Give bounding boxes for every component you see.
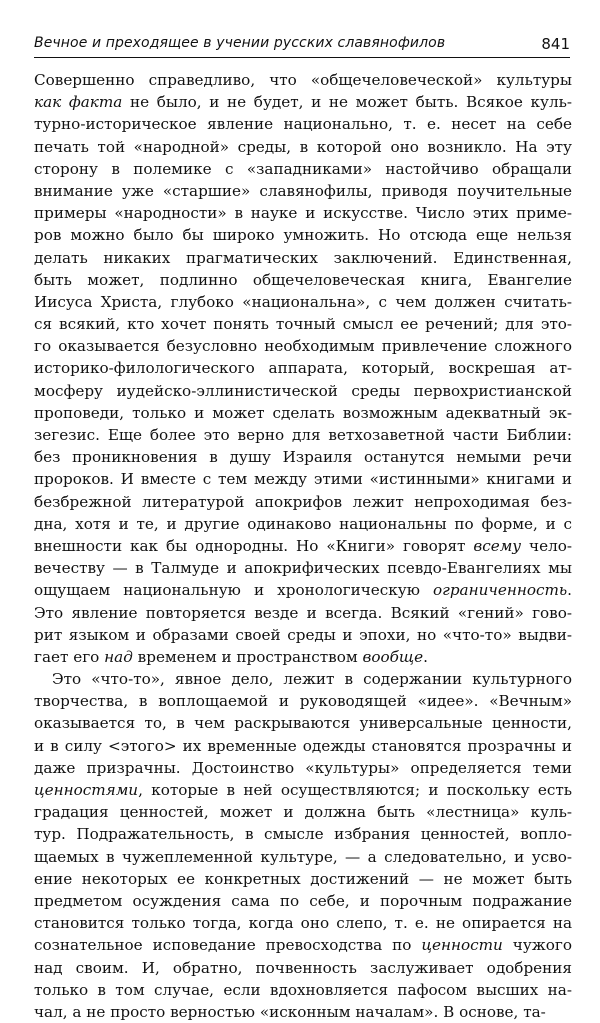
italic-text: всему	[473, 536, 522, 555]
text-line	[34, 624, 572, 646]
text-line	[34, 1001, 572, 1023]
text-span: Совершенно справедливо, что «общечеловеческой» культуры	[34, 71, 572, 89]
text-span: зегезис. Еще более это верно для ветхозаветной части Библии:	[34, 426, 572, 444]
text-line	[34, 912, 572, 934]
text-span: Иисуса Христа, глубоко «национальна», с чем должен считать-	[34, 292, 572, 311]
text-span: без проникновения в душу Израиля останутся немыми речи	[34, 448, 572, 467]
text-line	[34, 491, 572, 513]
text-line	[34, 846, 572, 868]
text-line	[34, 712, 572, 734]
text-line	[34, 357, 572, 379]
text-line	[34, 91, 572, 113]
text-span: не было, и не будет, и не может быть. Всякое куль-	[122, 93, 572, 112]
text-line	[34, 690, 572, 712]
text-line	[34, 247, 572, 269]
text-line	[34, 69, 572, 91]
text-span: ся всякий, кто хочет понять точный смысл ее речений; для это-	[34, 315, 572, 334]
text-span: безбрежной литературой апокрифов лежит непроходимая без-	[34, 492, 572, 511]
text-line	[34, 136, 572, 158]
text-span: , которые в ней осуществляются; и поскольку есть	[138, 781, 572, 799]
text-line	[34, 779, 572, 801]
italic-text: ограниченность	[433, 581, 568, 600]
text-span: щаемых в чужеплеменной культуре, — а следовательно, и усво-	[34, 847, 572, 866]
text-line	[34, 402, 572, 424]
text-span: делать никаких прагматических заключений. Единственная,	[34, 248, 572, 267]
text-line	[34, 735, 572, 757]
text-span: чал, а не просто верностью «исконным началам». В основе, та-	[34, 1002, 546, 1021]
text-line	[34, 890, 572, 912]
running-header	[34, 33, 570, 58]
body-text	[34, 69, 572, 1023]
text-span: проповеди, только и может сделать возможным адекватный эк-	[34, 403, 572, 422]
italic-text: над	[104, 647, 133, 666]
text-line	[34, 979, 572, 1001]
text-span: рит языком и образами своей среды и эпохи, но «что-то» выдви-	[34, 625, 572, 644]
text-line	[34, 313, 572, 335]
text-span: пророков. И вместе с тем между этими «истинными» книгами и	[34, 470, 572, 489]
text-line	[34, 868, 572, 890]
text-line	[34, 269, 572, 291]
text-span: предметом осуждения сама по себе, и порочным подражание	[34, 891, 572, 910]
text-line	[34, 113, 572, 135]
text-span: внимание уже «старшие» славянофилы, приводя поучительные	[34, 181, 572, 200]
text-span: над своим. И, обратно, почвенность заслуживает одобрения	[34, 958, 572, 977]
text-line	[34, 158, 572, 180]
text-span: ение некоторых ее конкретных достижений — не может быть	[34, 869, 572, 888]
italic-text: ценностями	[34, 781, 139, 799]
text-span: гает его	[34, 647, 105, 666]
italic-text: как факта	[34, 93, 123, 112]
italic-text: вообще	[362, 647, 424, 666]
text-span: тур. Подражательность, в смысле избрания ценностей, вопло-	[34, 825, 572, 844]
text-span: мосферу иудейско-эллинистической среды первохристианской	[34, 381, 572, 400]
text-span: градация ценностей, может и должна быть «лестница» куль-	[34, 803, 572, 822]
text-line	[34, 957, 572, 979]
text-line	[34, 668, 572, 690]
text-span: оказывается то, в чем раскрываются универсальные ценности,	[34, 714, 572, 733]
text-line	[34, 180, 572, 202]
text-span: чужого	[502, 936, 572, 955]
text-span: вечеству — в Талмуде и апокрифических псевдо-Евангелиях мы	[34, 559, 572, 578]
text-line	[34, 602, 572, 624]
text-span: дна, хотя и те, и другие одинаково национальны по форме, и с	[34, 514, 572, 533]
text-line	[34, 557, 572, 579]
text-span: печать той «народной» среды, в которой оно возникло. На эту	[34, 137, 572, 156]
running-title: Вечное и преходящее в учении русских славянофилов	[34, 35, 446, 51]
text-line	[34, 513, 572, 535]
text-span: примеры «народности» в науке и искусстве. Число этих приме-	[34, 204, 572, 223]
paragraph	[34, 69, 572, 668]
text-line	[34, 380, 572, 402]
text-span: временем и пространством	[132, 647, 363, 666]
text-span: внешности как бы однородны. Но «Книги» говорят	[34, 536, 474, 555]
text-span: становится только тогда, когда оно слепо, т. е. не опирается на	[34, 914, 572, 933]
text-line	[34, 934, 572, 956]
text-line	[34, 335, 572, 357]
text-span: даже призрачны. Достоинство «культуры» определяется теми	[34, 758, 572, 777]
text-span: .	[567, 581, 572, 600]
text-line	[34, 224, 572, 246]
text-span: творчества, в воплощаемой и руководящей «идее». «Вечным»	[34, 692, 572, 711]
text-span: историко-филологического аппарата, который, воскрешая ат-	[34, 359, 572, 378]
text-line	[34, 291, 572, 313]
text-span: ров можно было бы широко умножить. Но отсюда еще нельзя	[34, 226, 572, 245]
text-line	[34, 535, 572, 557]
text-span: го оказывается безусловно необходимым привлечение сложного	[34, 337, 572, 356]
text-line	[34, 646, 572, 668]
text-line	[34, 579, 572, 601]
text-line	[34, 446, 572, 468]
text-line	[34, 801, 572, 823]
text-span: .	[423, 647, 428, 666]
text-line	[34, 468, 572, 490]
text-span: Это «что-то», явное дело, лежит в содержании культурного	[52, 670, 572, 689]
text-line	[34, 823, 572, 845]
text-line	[34, 424, 572, 446]
text-span: быть может, подлинно общечеловеческая книга, Евангелие	[34, 270, 572, 289]
page-number: 841	[541, 35, 570, 53]
text-span: только в том случае, если вдохновляется пафосом высших на-	[34, 980, 572, 999]
text-span: и в силу <этого> их временные одежды становятся прозрачны и	[34, 736, 572, 755]
paragraph	[34, 668, 572, 1023]
text-line	[34, 202, 572, 224]
text-span: сторону в полемике с «западниками» настойчиво обращали	[34, 159, 572, 178]
text-span: сознательное исповедание превосходства по	[34, 936, 422, 955]
italic-text: ценности	[421, 936, 503, 955]
text-span: турно-историческое явление национально, т. е. несет на себе	[34, 115, 572, 134]
text-span: ощущаем национальную и хронологическую	[34, 581, 434, 600]
text-span: чело-	[521, 536, 572, 555]
text-span: Это явление повторяется везде и всегда. Всякий «гений» гово-	[34, 603, 572, 622]
text-line	[34, 757, 572, 779]
